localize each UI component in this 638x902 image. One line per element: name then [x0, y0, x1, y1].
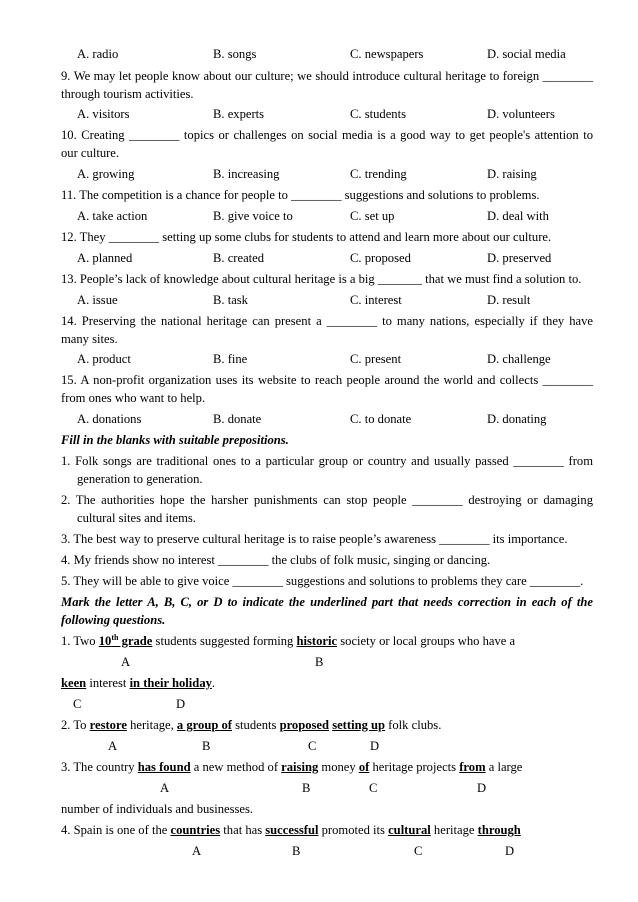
q15-option-c: C. to donate: [350, 412, 412, 426]
q11-option-a: A. take action: [77, 209, 148, 223]
prep-question-5: 5. They will be able to give voice ________ suggestions and solutions to problems they care ________.: [61, 574, 584, 588]
q9-option-c: C. students: [350, 107, 406, 121]
question-14-line-2: many sites.: [61, 332, 118, 346]
underlined-part-b: a group of: [176, 718, 232, 732]
section-heading-correction-line-1: Mark the letter A, B, C, or D to indicate the underlined part that needs correction in each of the: [61, 595, 593, 609]
letter-b: B: [315, 655, 324, 669]
option-c: C. newspapers: [350, 47, 424, 61]
q13-option-d: D. result: [487, 293, 531, 307]
letter-b: B: [292, 844, 301, 858]
underlined-part-a: restore: [89, 718, 127, 732]
letter-a: A: [160, 781, 170, 795]
option-a: A. radio: [77, 47, 119, 61]
q14-option-b: B. fine: [213, 352, 248, 366]
letter-b: B: [302, 781, 311, 795]
q15-option-d: D. donating: [487, 412, 547, 426]
question-9-line-1: 9. We may let people know about our culture; we should introduce cultural heritage to foreign ________: [61, 69, 593, 83]
underlined-part-a: has found: [137, 760, 191, 774]
q12-option-a: A. planned: [77, 251, 133, 265]
q15-option-b: B. donate: [213, 412, 262, 426]
letter-b: B: [202, 739, 211, 753]
q14-option-a: A. product: [77, 352, 131, 366]
option-d: D. social media: [487, 47, 566, 61]
question-13: 13. People’s lack of knowledge about cultural heritage is a big _______ that we must find a solution to.: [61, 272, 582, 286]
q10-option-c: C. trending: [350, 167, 407, 181]
prep-question-2-line-2: cultural sites and items.: [77, 511, 196, 525]
correction-question-1-line-1: 1. Two 10th grade students suggested forming historic society or local groups who have a: [61, 632, 516, 648]
underlined-part-a: countries: [170, 823, 221, 837]
q11-option-d: D. deal with: [487, 209, 549, 223]
letter-d: D: [370, 739, 380, 753]
q10-option-b: B. increasing: [213, 167, 280, 181]
q15-option-a: A. donations: [77, 412, 142, 426]
q12-option-c: C. proposed: [350, 251, 411, 265]
underlined-part-b: raising: [281, 760, 319, 774]
letter-c: C: [369, 781, 378, 795]
underlined-part-d: from: [459, 760, 486, 774]
letter-a: A: [192, 844, 202, 858]
q13-option-c: C. interest: [350, 293, 402, 307]
underlined-part-c: of: [358, 760, 370, 774]
q12-option-d: D. preserved: [487, 251, 552, 265]
prep-question-4: 4. My friends show no interest ________ the clubs of folk music, singing or dancing.: [61, 553, 491, 567]
underlined-part-d: through: [477, 823, 521, 837]
q10-option-a: A. growing: [77, 167, 135, 181]
prep-question-1-line-1: 1. Folk songs are traditional ones to a particular group or country and usually passed ________ from: [61, 454, 593, 468]
q10-option-d: D. raising: [487, 167, 537, 181]
q9-option-a: A. visitors: [77, 107, 130, 121]
question-10-line-2: our culture.: [61, 146, 120, 160]
letter-c: C: [414, 844, 423, 858]
underlined-part-c: keen: [61, 676, 87, 690]
q9-option-d: D. volunteers: [487, 107, 555, 121]
section-heading-correction-line-2: following questions.: [61, 613, 166, 627]
underlined-part-b: successful: [265, 823, 319, 837]
q13-option-a: A. issue: [77, 293, 118, 307]
letter-d: D: [477, 781, 487, 795]
q9-option-b: B. experts: [213, 107, 265, 121]
question-9-line-2: through tourism activities.: [61, 87, 194, 101]
prep-question-3: 3. The best way to preserve cultural heritage is to raise people’s awareness ________ its importance.: [61, 532, 568, 546]
underlined-part-d: setting up: [332, 718, 386, 732]
question-11: 11. The competition is a chance for people to ________ suggestions and solutions to problems.: [61, 188, 540, 202]
q14-option-d: D. challenge: [487, 352, 551, 366]
underlined-part-a: 10th grade: [98, 632, 153, 648]
correction-question-2: 2. To restore heritage, a group of students proposed setting up folk clubs.: [61, 718, 442, 732]
correction-question-3-line-1: 3. The country has found a new method of raising money of heritage projects from a large: [61, 760, 523, 774]
q11-option-b: B. give voice to: [213, 209, 293, 223]
q14-option-c: C. present: [350, 352, 402, 366]
letter-a: A: [108, 739, 118, 753]
question-12: 12. They ________ setting up some clubs for students to attend and learn more about our culture.: [61, 230, 552, 244]
question-15-line-2: from ones who want to help.: [61, 391, 206, 405]
question-10-line-1: 10. Creating ________ topics or challenges on social media is a good way to get people's attention to: [61, 128, 593, 142]
q12-option-b: B. created: [213, 251, 265, 265]
question-15-line-1: 15. A non-profit organization uses its website to reach people around the world and collects ________: [61, 373, 593, 387]
q11-option-c: C. set up: [350, 209, 395, 223]
section-heading-prepositions: Fill in the blanks with suitable prepositions.: [61, 433, 289, 447]
correction-question-3-line-2: number of individuals and businesses.: [61, 802, 254, 816]
correction-question-1-line-2: keen interest in their holiday.: [61, 676, 216, 690]
letter-d: D: [176, 697, 186, 711]
prep-question-2-line-1: 2. The authorities hope the harsher punishments can stop people ________ destroying or damaging: [61, 493, 593, 507]
correction-question-4: 4. Spain is one of the countries that has successful promoted its cultural heritage through: [61, 823, 521, 837]
option-b: B. songs: [213, 47, 257, 61]
letter-c: C: [308, 739, 317, 753]
underlined-part-b: historic: [296, 634, 338, 648]
prep-question-1-line-2: generation to generation.: [77, 472, 203, 486]
underlined-part-d: in their holiday: [129, 676, 212, 690]
letter-a: A: [121, 655, 131, 669]
letter-d: D: [505, 844, 515, 858]
underlined-part-c: cultural: [388, 823, 431, 837]
letter-c: C: [73, 697, 82, 711]
q13-option-b: B. task: [213, 293, 248, 307]
question-14-line-1: 14. Preserving the national heritage can present a ________ to many nations, especially if they have: [61, 314, 593, 328]
underlined-part-c: proposed: [279, 718, 330, 732]
